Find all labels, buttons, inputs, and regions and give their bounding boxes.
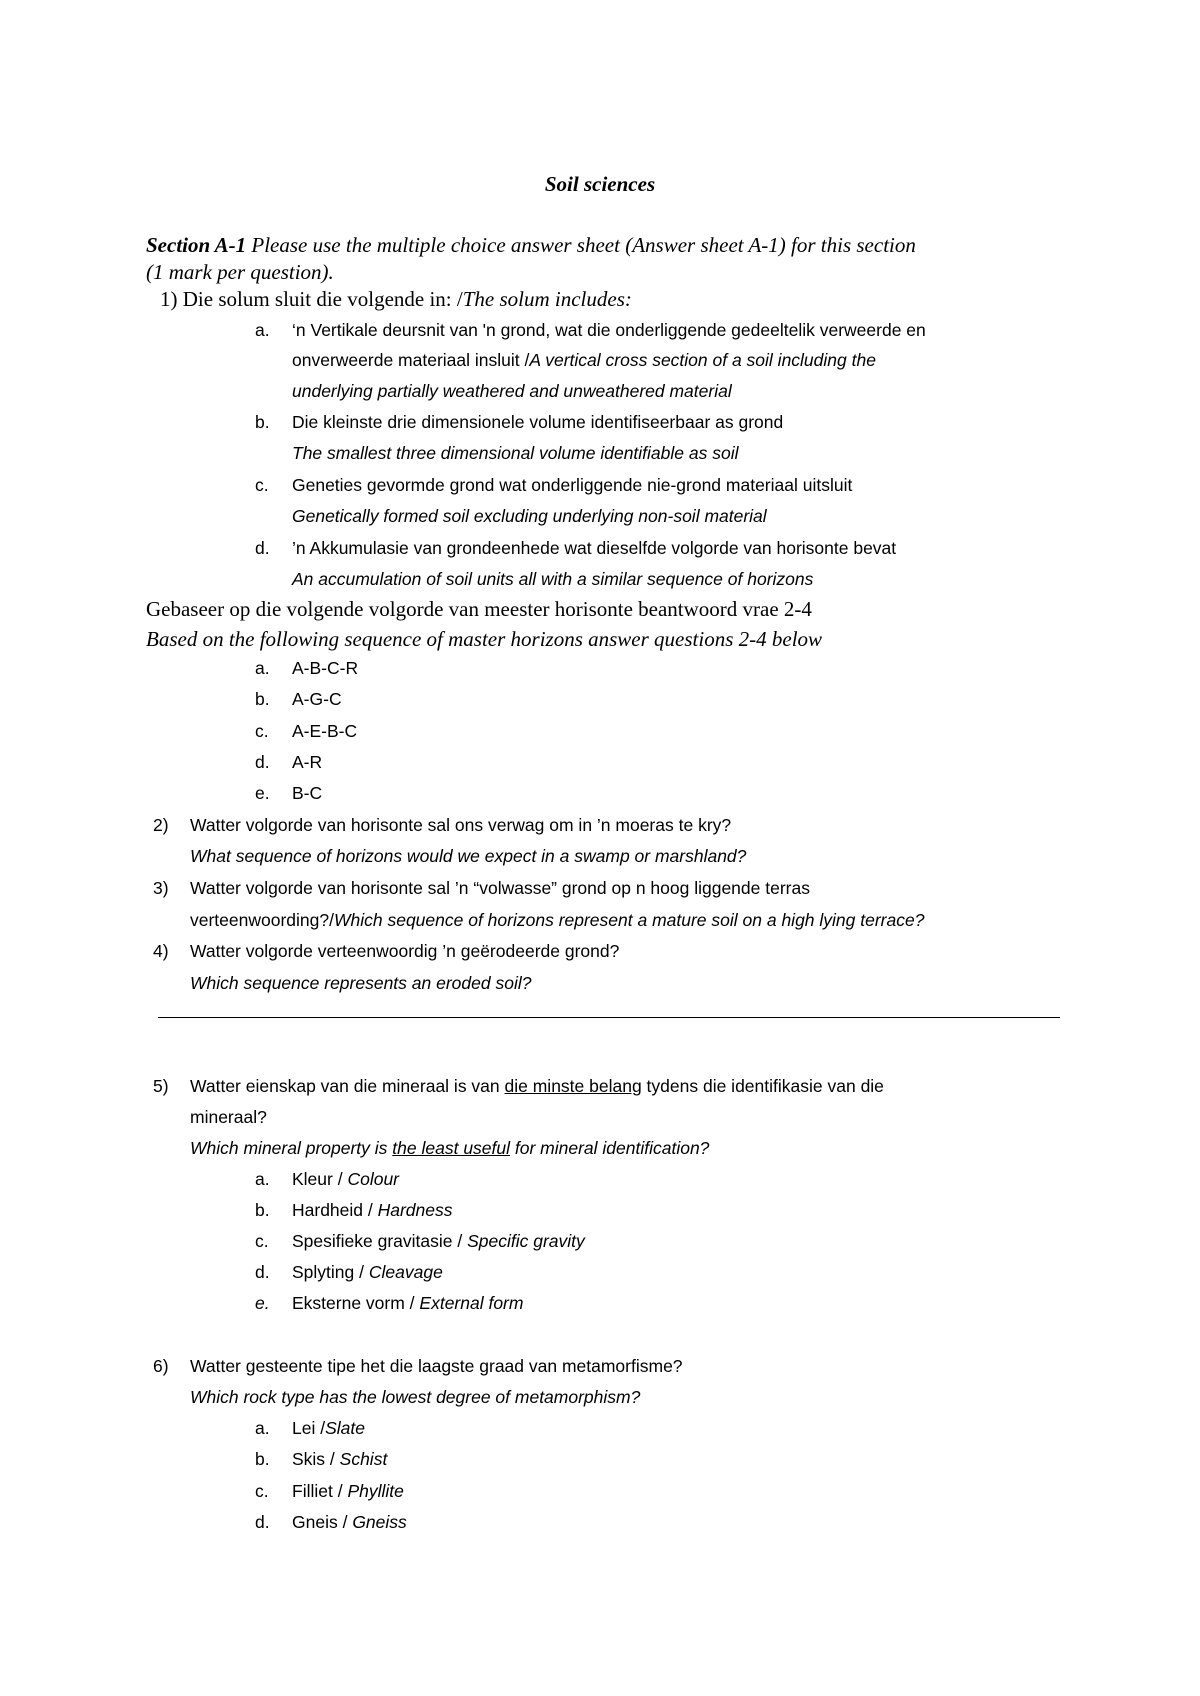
option-text: A-E-B-C (292, 721, 358, 741)
option-text-en: The smallest three dimensional volume identifiable as soil (292, 443, 739, 463)
option-letter: d. (255, 1262, 270, 1282)
option-letter: d. (255, 752, 270, 772)
section-label: Section A-1 (146, 233, 247, 257)
question-2-text-af: Watter volgorde van horisonte sal ons verwag om in ’n moeras te kry? (190, 815, 732, 835)
question-6-text-af: Watter gesteente tipe het die laagste graad van metamorfisme? (190, 1356, 683, 1376)
section-divider (158, 1017, 1060, 1018)
option-text-af: Die kleinste drie dimensionele volume identifiseerbaar as grond (292, 412, 784, 432)
page-title: Soil sciences (544, 172, 656, 196)
option-text: A-R (292, 752, 323, 772)
question-3-text-af: Watter volgorde van horisonte sal ’n “volwasse” grond op n hoog liggende terras (190, 878, 810, 898)
horizons-intro-af: Gebaseer op die volgende volgorde van meester horisonte beantwoord vrae 2-4 (146, 597, 812, 621)
section-instruction-text: Please use the multiple choice answer sheet (Answer sheet A-1) for this section (246, 233, 916, 257)
question-1-option-d (255, 538, 1075, 598)
option-text: Spesifieke gravitasie / Specific gravity (292, 1231, 585, 1251)
option-letter: b. (255, 1449, 270, 1469)
option-letter: a. (255, 1169, 270, 1189)
option-text: B-C (292, 783, 323, 803)
option-text-af: ’n Akkumulasie van grondeenhede wat dieselfde volgorde van horisonte bevat (292, 538, 897, 558)
question-5-option-e (255, 1293, 755, 1318)
question-4-number: 4) (153, 941, 169, 961)
option-letter: a. (255, 1418, 270, 1438)
question-2-text-en: What sequence of horizons would we expect in a swamp or marshland? (190, 846, 747, 866)
question-3-number: 3) (153, 878, 169, 898)
section-instruction (146, 233, 916, 258)
option-text: Lei /Slate (292, 1418, 365, 1438)
option-letter: c. (255, 721, 269, 741)
question-1-option-c (255, 475, 1075, 535)
question-1-option-b (255, 412, 1075, 472)
option-text-af-cont: onverweerde materiaal insluit /A vertical cross section of a soil including the (292, 350, 876, 370)
option-text-en-cont: underlying partially weathered and unweathered material (292, 381, 732, 401)
option-text-en: An accumulation of soil units all with a similar sequence of horizons (292, 569, 814, 589)
horizon-option-a (255, 658, 555, 683)
horizon-option-c (255, 721, 555, 746)
horizon-option-b (255, 689, 555, 714)
question-5-option-b (255, 1200, 755, 1225)
option-letter: a. (255, 320, 270, 340)
option-text: Filliet / Phyllite (292, 1481, 404, 1501)
question-4-text-af: Watter volgorde verteenwoordig ’n geërodeerde grond? (190, 941, 620, 961)
question-5-text-en: Which mineral property is the least useful for mineral identification? (190, 1138, 710, 1158)
option-text: Hardheid / Hardness (292, 1200, 453, 1220)
horizon-option-d (255, 752, 555, 777)
question-6-option-c (255, 1481, 655, 1506)
option-letter: b. (255, 689, 270, 709)
question-6-number: 6) (153, 1356, 169, 1376)
option-text: A-B-C-R (292, 658, 359, 678)
option-letter: c. (255, 1231, 269, 1251)
question-6-option-d (255, 1512, 655, 1537)
option-letter: b. (255, 1200, 270, 1220)
option-text-en: Genetically formed soil excluding underlying non-soil material (292, 506, 767, 526)
option-letter: c. (255, 1481, 269, 1501)
option-letter: b. (255, 412, 270, 432)
question-5-option-c (255, 1231, 755, 1256)
question-4-text-en: Which sequence represents an eroded soil? (190, 973, 532, 993)
question-5-number: 5) (153, 1076, 169, 1096)
question-6-text-en: Which rock type has the lowest degree of metamorphism? (190, 1387, 641, 1407)
question-1-stem: 1) Die solum sluit die volgende in: /The solum includes: (160, 287, 632, 311)
option-text: Eksterne vorm / External form (292, 1293, 524, 1313)
option-letter: d. (255, 1512, 270, 1532)
option-letter: a. (255, 658, 270, 678)
section-instruction-marks: (1 mark per question). (146, 260, 334, 284)
option-text-af: Geneties gevormde grond wat onderliggende nie-grond materiaal uitsluit (292, 475, 853, 495)
question-5-option-a (255, 1169, 755, 1194)
option-text-af: ‘n Vertikale deursnit van 'n grond, wat die onderliggende gedeeltelik verweerde en (292, 320, 926, 340)
question-5-option-d (255, 1262, 755, 1287)
question-5-text-af: Watter eienskap van die mineraal is van die minste belang tydens die identifikasie van die (190, 1076, 884, 1096)
option-letter: d. (255, 538, 270, 558)
horizon-option-e (255, 783, 555, 808)
question-6-option-a (255, 1418, 655, 1443)
option-text: Gneis / Gneiss (292, 1512, 407, 1532)
question-3-text-en: verteenwoording?/Which sequence of horizons represent a mature soil on a high lying terrace? (190, 910, 925, 930)
question-6-option-b (255, 1449, 655, 1474)
question-5-text-af-cont: mineraal? (190, 1107, 267, 1127)
question-2-number: 2) (153, 815, 169, 835)
option-letter: e. (255, 1293, 270, 1313)
option-text: Skis / Schist (292, 1449, 388, 1469)
option-text: Splyting / Cleavage (292, 1262, 443, 1282)
option-letter: c. (255, 475, 269, 495)
option-text: A-G-C (292, 689, 342, 709)
option-letter: e. (255, 783, 270, 803)
horizons-intro-en: Based on the following sequence of master horizons answer questions 2-4 below (146, 627, 823, 651)
option-text: Kleur / Colour (292, 1169, 400, 1189)
